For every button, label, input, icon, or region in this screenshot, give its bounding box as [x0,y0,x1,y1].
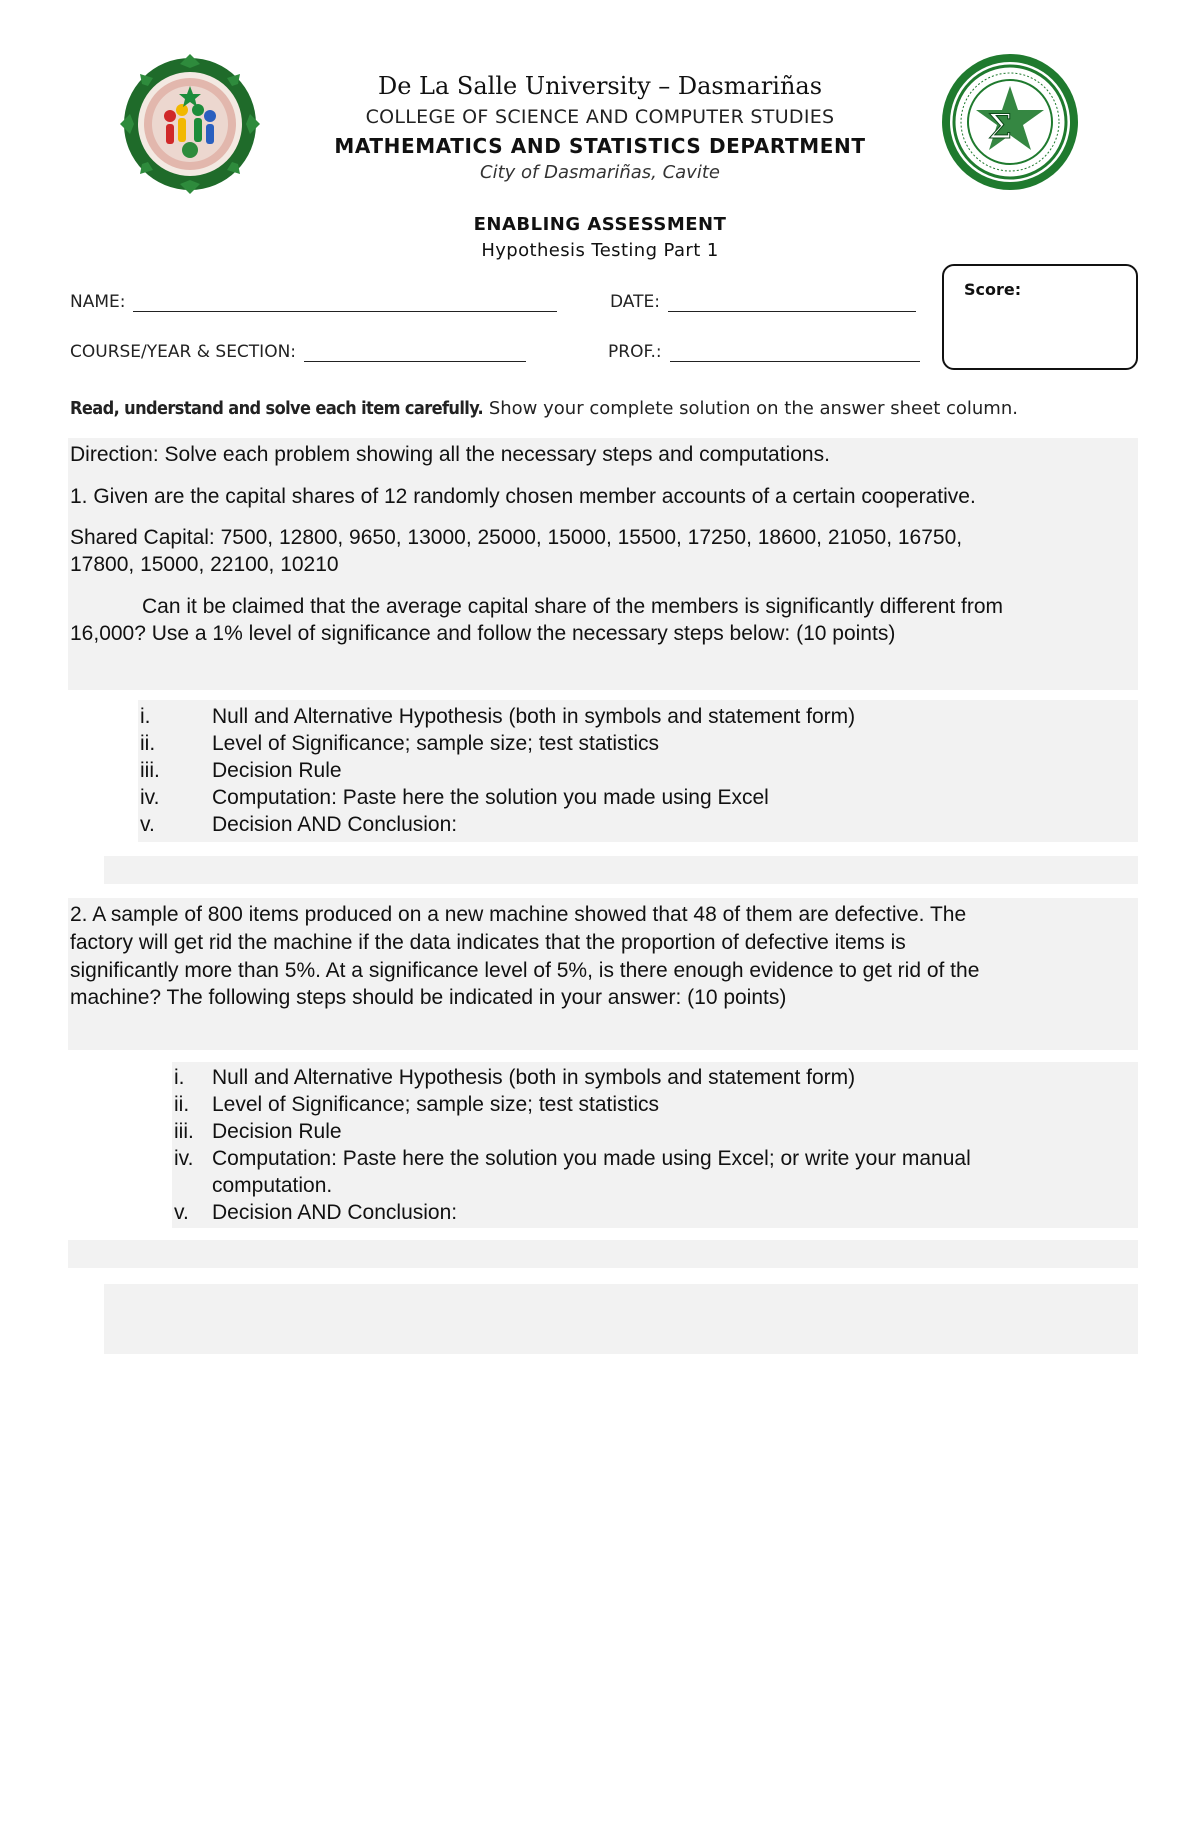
instructions [70,398,1150,419]
prof-line[interactable] [670,343,920,362]
score-box[interactable] [942,264,1138,370]
list-item: computation. [212,1174,333,1197]
name-line[interactable] [133,293,557,312]
date-label: DATE: [610,292,660,312]
name-label: NAME: [70,292,126,312]
list-item: v. Decision AND Conclusion: [174,1201,458,1224]
list-item: v. Decision AND Conclusion: [140,813,458,836]
problem2-line3: significantly more than 5%. At a significance level of 5%, is there enough evidence to get rid of the [70,959,980,982]
date-line[interactable] [668,293,916,312]
assessment-title: ENABLING ASSESSMENT [473,214,727,235]
svg-text:Σ: Σ [988,107,1013,147]
problem1-question-line2: 16,000? Use a 1% level of significance and follow the necessary steps below: (10 points) [70,622,896,645]
problem1-data-line1: Shared Capital: 7500, 12800, 9650, 13000, 25000, 15000, 15500, 17250, 18600, 21050, 16750, [70,526,963,549]
list-item: iii. Decision Rule [174,1120,342,1143]
list-item: i. Null and Alternative Hypothesis (both in symbols and statement form) [174,1066,856,1089]
list-item: iii. Decision Rule [140,759,342,782]
prof-field[interactable] [608,342,920,362]
problem2-answer-area[interactable] [104,1284,1138,1354]
university-name: De La Salle University – Dasmariñas [377,72,823,100]
name-field[interactable] [70,292,557,312]
problem2-steps-list [174,1064,1134,1226]
problem1-data-line2: 17800, 15000, 22100, 10210 [70,553,339,576]
problem2-line2: factory will get rid the machine if the data indicates that the proportion of defective items is [70,931,906,954]
course-line[interactable] [304,343,526,362]
problem1-steps-list [140,703,1130,838]
course-field[interactable] [70,342,526,362]
problem1-statement: 1. Given are the capital shares of 12 randomly chosen member accounts of a certain cooperative. [70,485,976,508]
list-item: ii. Level of Significance; sample size; test statistics [140,732,660,755]
problem1-question-line1: Can it be claimed that the average capital share of the members is significantly different from [142,595,1004,618]
direction-text: Direction: Solve each problem showing all the necessary steps and computations. [70,443,830,466]
city-name: City of Dasmariñas, Cavite [480,162,720,183]
list-item: iv. Computation: Paste here the solution you made using Excel; or write your manual [174,1147,971,1170]
instructions-bold: Read, understand and solve each item carefully. [70,398,484,419]
list-item: iv. Computation: Paste here the solution you made using Excel [140,786,769,809]
assessment-topic: Hypothesis Testing Part 1 [481,240,719,261]
college-name: COLLEGE OF SCIENCE AND COMPUTER STUDIES [365,106,835,128]
problem2-answer-area-top[interactable] [68,1240,1138,1268]
department-name: MATHEMATICS AND STATISTICS DEPARTMENT [334,134,866,158]
instructions-rest: Show your complete solution on the answer sheet column. [483,398,1018,419]
problem2-line1: 2. A sample of 800 items produced on a new machine showed that 48 of them are defective. The [70,903,967,926]
problem1-answer-area[interactable] [104,856,1138,884]
course-label: COURSE/YEAR & SECTION: [70,342,297,362]
list-item: ii. Level of Significance; sample size; test statistics [174,1093,660,1116]
date-field[interactable] [610,292,916,312]
score-label: Score: [964,280,1022,299]
problem2-line4: machine? The following steps should be indicated in your answer: (10 points) [70,986,787,1009]
prof-label: PROF.: [608,342,662,362]
list-item: i. Null and Alternative Hypothesis (both in symbols and statement form) [140,705,856,728]
